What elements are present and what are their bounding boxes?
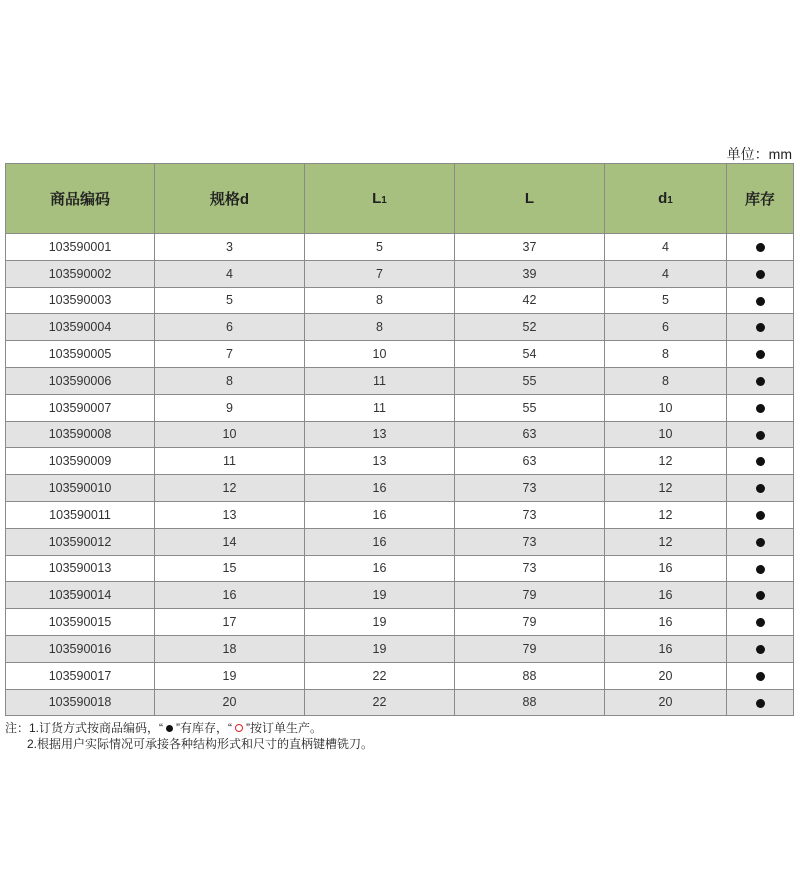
cell-l: 63 [455, 421, 605, 448]
table-row [6, 260, 794, 287]
cell-stock [727, 662, 794, 689]
cell-l: 88 [455, 662, 605, 689]
cell-stock [727, 341, 794, 368]
cell-d1: 6 [605, 314, 727, 341]
cell-spec: 20 [155, 689, 305, 716]
cell-d1: 10 [605, 421, 727, 448]
cell-d1: 10 [605, 394, 727, 421]
cell-l: 52 [455, 314, 605, 341]
unit-label: 单位：mm [726, 146, 792, 162]
cell-l: 42 [455, 287, 605, 314]
cell-code: 103590010 [6, 475, 155, 502]
in-stock-dot-icon [756, 323, 765, 332]
cell-stock [727, 314, 794, 341]
cell-d1: 16 [605, 555, 727, 582]
cell-d1: 8 [605, 367, 727, 394]
cell-stock [727, 421, 794, 448]
in-stock-dot-icon [756, 699, 765, 708]
header-row [6, 164, 794, 234]
cell-spec: 17 [155, 609, 305, 636]
table-row [6, 662, 794, 689]
table-row [6, 341, 794, 368]
cell-spec: 5 [155, 287, 305, 314]
cell-l1: 16 [305, 501, 455, 528]
cell-spec: 11 [155, 448, 305, 475]
cell-spec: 8 [155, 367, 305, 394]
cell-code: 103590007 [6, 394, 155, 421]
in-stock-dot-icon [756, 431, 765, 440]
note-line-2: 2.根据用户实际情况可承接各种结构形式和尺寸的直柄键槽铣刀。 [27, 737, 374, 751]
table-row [6, 555, 794, 582]
table-row [6, 367, 794, 394]
cell-l1: 10 [305, 341, 455, 368]
header-l: L [455, 164, 605, 234]
note-line-1-mid: ”有库存，“ [176, 721, 233, 735]
cell-d1: 4 [605, 234, 727, 261]
cell-stock [727, 635, 794, 662]
cell-d1: 12 [605, 475, 727, 502]
cell-stock [727, 367, 794, 394]
table-row [6, 635, 794, 662]
cell-d1: 20 [605, 662, 727, 689]
table-row [6, 394, 794, 421]
spec-table [5, 163, 794, 716]
cell-stock [727, 582, 794, 609]
cell-stock [727, 394, 794, 421]
cell-spec: 15 [155, 555, 305, 582]
header-stock: 库存 [727, 164, 794, 234]
in-stock-dot-icon [756, 270, 765, 279]
cell-l: 39 [455, 260, 605, 287]
cell-stock [727, 234, 794, 261]
in-stock-dot-icon [756, 672, 765, 681]
in-stock-dot-icon [756, 297, 765, 306]
in-stock-dot-icon [166, 725, 173, 732]
in-stock-dot-icon [756, 377, 765, 386]
in-stock-dot-icon [756, 538, 765, 547]
in-stock-dot-icon [756, 350, 765, 359]
header-l1-main: L [372, 190, 382, 207]
table-row [6, 689, 794, 716]
cell-d1: 5 [605, 287, 727, 314]
cell-l1: 13 [305, 421, 455, 448]
cell-d1: 4 [605, 260, 727, 287]
notes [5, 720, 373, 752]
cell-stock [727, 475, 794, 502]
cell-stock [727, 448, 794, 475]
cell-l: 73 [455, 555, 605, 582]
note-line-1-prefix: 注：1.订货方式按商品编码，“ [5, 721, 164, 735]
in-stock-dot-icon [756, 618, 765, 627]
cell-l1: 19 [305, 635, 455, 662]
in-stock-dot-icon [756, 645, 765, 654]
cell-l1: 22 [305, 689, 455, 716]
cell-spec: 10 [155, 421, 305, 448]
cell-l1: 5 [305, 234, 455, 261]
cell-l1: 16 [305, 475, 455, 502]
cell-d1: 16 [605, 582, 727, 609]
table-row [6, 314, 794, 341]
cell-l: 37 [455, 234, 605, 261]
cell-spec: 4 [155, 260, 305, 287]
in-stock-dot-icon [756, 243, 765, 252]
table-row [6, 287, 794, 314]
cell-spec: 14 [155, 528, 305, 555]
cell-spec: 7 [155, 341, 305, 368]
cell-stock [727, 609, 794, 636]
cell-l: 79 [455, 582, 605, 609]
cell-code: 103590014 [6, 582, 155, 609]
table-row [6, 501, 794, 528]
cell-code: 103590001 [6, 234, 155, 261]
header-d1 [605, 164, 727, 234]
cell-code: 103590013 [6, 555, 155, 582]
in-stock-dot-icon [756, 484, 765, 493]
table-row [6, 234, 794, 261]
table-row [6, 421, 794, 448]
cell-l: 79 [455, 635, 605, 662]
in-stock-dot-icon [756, 457, 765, 466]
cell-stock [727, 260, 794, 287]
cell-d1: 16 [605, 609, 727, 636]
cell-spec: 16 [155, 582, 305, 609]
header-d1-sub: 1 [667, 195, 673, 206]
cell-l1: 16 [305, 528, 455, 555]
cell-code: 103590004 [6, 314, 155, 341]
note-line-1-suffix: ”按订单生产。 [246, 721, 323, 735]
cell-l1: 11 [305, 367, 455, 394]
note-line-1 [5, 720, 373, 736]
cell-code: 103590015 [6, 609, 155, 636]
in-stock-dot-icon [756, 591, 765, 600]
cell-spec: 19 [155, 662, 305, 689]
table-row [6, 609, 794, 636]
cell-code: 103590012 [6, 528, 155, 555]
table-row [6, 528, 794, 555]
header-code: 商品编码 [6, 164, 155, 234]
cell-stock [727, 501, 794, 528]
cell-code: 103590002 [6, 260, 155, 287]
header-l1-sub: 1 [381, 195, 387, 206]
cell-d1: 12 [605, 528, 727, 555]
cell-stock [727, 287, 794, 314]
in-stock-dot-icon [756, 511, 765, 520]
cell-l1: 16 [305, 555, 455, 582]
cell-spec: 6 [155, 314, 305, 341]
cell-d1: 12 [605, 501, 727, 528]
cell-stock [727, 555, 794, 582]
cell-l: 54 [455, 341, 605, 368]
made-to-order-circle-icon [235, 724, 243, 732]
cell-code: 103590009 [6, 448, 155, 475]
table-row [6, 475, 794, 502]
in-stock-dot-icon [756, 404, 765, 413]
cell-spec: 9 [155, 394, 305, 421]
cell-l: 88 [455, 689, 605, 716]
cell-l1: 19 [305, 609, 455, 636]
cell-l1: 7 [305, 260, 455, 287]
cell-l: 73 [455, 501, 605, 528]
cell-l: 55 [455, 367, 605, 394]
cell-l: 73 [455, 528, 605, 555]
cell-l: 55 [455, 394, 605, 421]
table-row [6, 582, 794, 609]
header-l1 [305, 164, 455, 234]
cell-l1: 11 [305, 394, 455, 421]
cell-code: 103590016 [6, 635, 155, 662]
cell-d1: 16 [605, 635, 727, 662]
cell-spec: 12 [155, 475, 305, 502]
cell-code: 103590018 [6, 689, 155, 716]
cell-d1: 20 [605, 689, 727, 716]
cell-stock [727, 689, 794, 716]
table-row [6, 448, 794, 475]
cell-l1: 19 [305, 582, 455, 609]
cell-code: 103590003 [6, 287, 155, 314]
cell-d1: 12 [605, 448, 727, 475]
cell-l1: 8 [305, 314, 455, 341]
header-d1-main: d [658, 190, 668, 207]
cell-d1: 8 [605, 341, 727, 368]
cell-code: 103590011 [6, 501, 155, 528]
cell-spec: 18 [155, 635, 305, 662]
cell-l1: 22 [305, 662, 455, 689]
cell-code: 103590017 [6, 662, 155, 689]
cell-code: 103590008 [6, 421, 155, 448]
cell-l: 63 [455, 448, 605, 475]
cell-stock [727, 528, 794, 555]
cell-spec: 13 [155, 501, 305, 528]
cell-l1: 13 [305, 448, 455, 475]
cell-code: 103590006 [6, 367, 155, 394]
header-spec: 规格d [155, 164, 305, 234]
cell-l: 79 [455, 609, 605, 636]
cell-l: 73 [455, 475, 605, 502]
cell-l1: 8 [305, 287, 455, 314]
cell-code: 103590005 [6, 341, 155, 368]
cell-spec: 3 [155, 234, 305, 261]
in-stock-dot-icon [756, 565, 765, 574]
